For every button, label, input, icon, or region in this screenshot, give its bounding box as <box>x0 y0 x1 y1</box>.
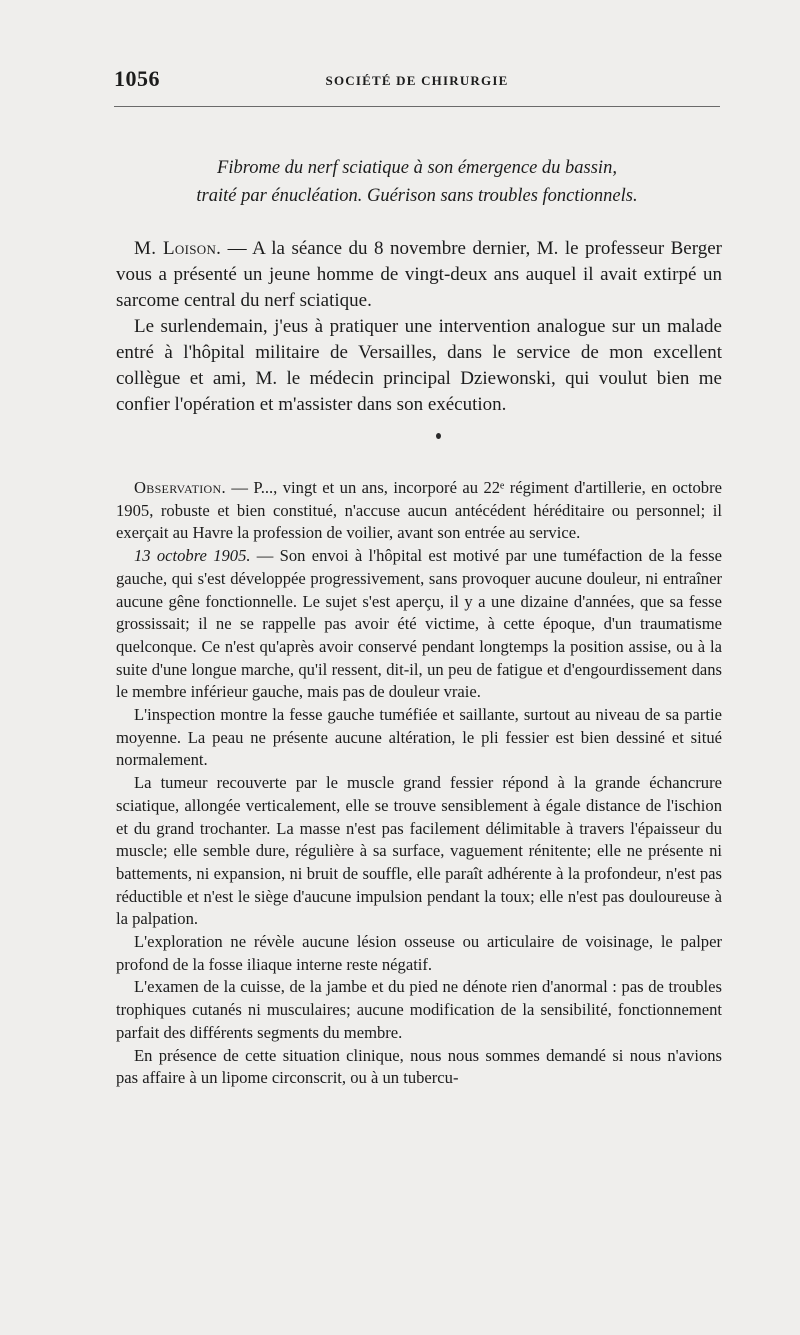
observation-paragraph-2-text: — Son envoi à l'hôpital est motivé par une tuméfaction de la fesse gauche, qui s'est développée progressivement, sans provoquer aucune douleur, ni entraîner aucune gêne fonctionnelle. Le sujet s'est aperçu, il y a une dizaine d'années, que sa fesse grossissait; il ne se rappelle pas avoir été victime, à cette époque, d'un traumatisme quelconque. Ce n'est qu'après avoir conservé pendant longtemps la position assise, ou à la suite d'une longue marche, qu'il ressent, dit-il, un peu de fatigue et d'engourdissement dans le membre inférieur gauche, mais pas de douleur vraie. <box>116 546 722 702</box>
observation-paragraph-6: L'examen de la cuisse, de la jambe et du pied ne dénote rien d'anormal : pas de troubles trophiques cutanés ni musculaires; aucune modification de la sensibilité, fonctionnement parfait des différents segments du membre. <box>116 977 722 1042</box>
intro-paragraph-2: Le surlendemain, j'eus à pratiquer une intervention analogue sur un malade entré à l'hôpital militaire de Versailles, dans le service de mon excellent collègue et ami, M. le médecin principal Dziewonski, qui voulut bien me confier l'opération et m'assister dans son exécution. <box>116 316 722 415</box>
observation-paragraph-5: L'exploration ne révèle aucune lésion osseuse ou articulaire de voisinage, le palper profond de la fosse iliaque interne reste négatif. <box>116 932 722 974</box>
observation-paragraph-4: La tumeur recouverte par le muscle grand fessier répond à la grande échancrure sciatique, allongée verticalement, elle se trouve sensiblement à égale distance de l'ischion et du grand trochanter. La masse n'est pas facilement délimitable à travers l'épaisseur du muscle; elle semble dure, régulière à sa surface, vaguement rénitente; elle ne présente ni battements, ni expansion, ni bruit de souffle, elle paraît adhérente à la profondeur, n'est pas réductible et n'est le siège d'aucune impulsion pendant la toux; elle n'est pas douloureuse à la palpation. <box>116 773 722 929</box>
observation-paragraph-1 <box>116 477 722 545</box>
page-number: 1056 <box>114 66 160 91</box>
header-rule <box>114 106 720 107</box>
observation-date: 13 octobre 1905. <box>134 546 251 566</box>
page-header <box>114 66 720 96</box>
observation-paragraph-3: L'inspection montre la fesse gauche tuméfiée et saillante, surtout au niveau de sa partie moyenne. La peau ne présente aucune altération, le pli fessier est bien dessiné et situé normalement. <box>116 705 722 770</box>
intro-section <box>116 236 722 418</box>
observation-paragraph-2 <box>116 545 722 704</box>
article-title <box>114 154 720 210</box>
observation-section <box>116 477 722 1090</box>
running-head: SOCIÉTÉ DE CHIRURGIE <box>325 73 509 88</box>
observation-paragraph-1-text: — P..., vingt et un ans, incorporé au 22ᵉ régiment d'artillerie, en octobre 1905, robuste et bien constitué, n'accuse aucun antécédent héréditaire ou personnel; il exerçait au Havre la profession de voilier, avant son entrée au service. <box>116 478 722 543</box>
intro-paragraph-1-text: — A la séance du 8 novembre dernier, M. le professeur Berger vous a présenté un jeune homme de vingt-deux ans auquel il avait extirpé un sarcome central du nerf sciatique. <box>116 238 722 311</box>
intro-paragraph-1 <box>116 236 722 314</box>
title-line-2: traité par énucléation. Guérison sans troubles fonctionnels. <box>196 186 638 206</box>
author-name: M. Loison. <box>134 238 222 259</box>
section-separator-dot <box>436 433 441 439</box>
title-line-1: Fibrome du nerf sciatique à son émergence du bassin, <box>217 158 617 178</box>
observation-paragraph-7: En présence de cette situation clinique, nous nous sommes demandé si nous n'avions pas affaire à un lipome circonscrit, ou à un tubercu- <box>116 1045 722 1088</box>
observation-label: Observation. <box>134 478 226 497</box>
